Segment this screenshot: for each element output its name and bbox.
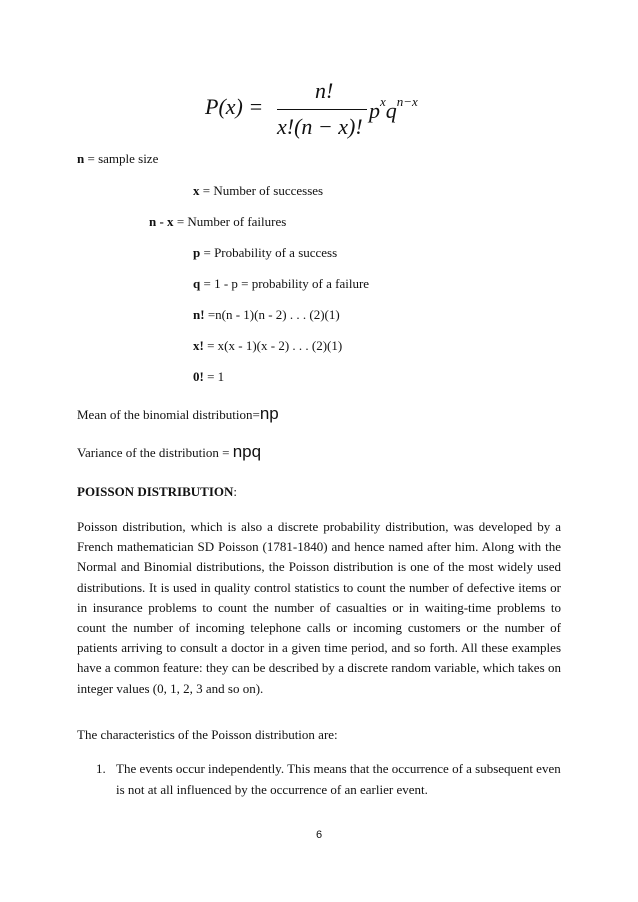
formula-q-exponent: n−x — [396, 94, 418, 109]
formula-numerator: n! — [315, 78, 334, 103]
characteristics-list — [96, 758, 566, 800]
characteristics-intro: The characteristics of the Poisson distribution are: — [77, 727, 338, 742]
formula-p: p — [369, 98, 380, 123]
variance-value: npq — [232, 442, 262, 461]
definition-zero-factorial: 0! = 1 — [193, 369, 225, 384]
definition-x: x = Number of successes — [193, 183, 324, 198]
definition-q: q = 1 - p = probability of a failure — [193, 276, 370, 291]
definition-n-minus-x: n - x = Number of failures — [149, 214, 287, 229]
binomial-formula — [205, 78, 445, 144]
paragraph-text: Poisson distribution, which is also a discrete probability distribution, was developed by a French mathematician SD Poisson (1781-1840) and hence named after him. Along with the Normal and Binomial distributions, the Poisson distribution is one of the most widely used distributions. It is used in quality control statistics to count the number of defective items or in insurance problems to count the number of casualties or in waiting-time problems to count the number of incoming telephone calls or incoming customers or the number of patients arriving to consult a doctor in a given time period, and so forth. All these examples have a common feature: they can be described by a discrete random variable, which takes on integer values (0, 1, 2, 3 and so on). — [77, 519, 561, 696]
definition-p: p = Probability of a success — [193, 245, 338, 260]
page-number: 6 — [315, 829, 323, 841]
definition-x-factorial: x! = x(x - 1)(x - 2) . . . (2)(1) — [193, 338, 343, 353]
fraction-bar — [277, 109, 367, 110]
mean-value: np — [259, 404, 279, 423]
definition-n-factorial: n! =n(n - 1)(n - 2) . . . (2)(1) — [193, 307, 340, 322]
formula-denominator: x!(n − x)! — [277, 114, 363, 139]
poisson-paragraph — [77, 517, 561, 699]
formula-p-exponent: x — [380, 94, 386, 109]
formula-pq — [369, 94, 418, 124]
mean-line: Mean of the binomial distribution=np — [77, 404, 279, 423]
formula-q: q — [385, 98, 397, 123]
list-item-text: The events occur independently. This means that the occurrence of a subsequent even is not at all influenced by the occurrence of an earlier event. — [116, 761, 561, 797]
variance-line: Variance of the distribution = npq — [77, 442, 262, 461]
definition-n: n = sample size — [77, 151, 159, 166]
section-heading: POISSON DISTRIBUTION: — [77, 484, 238, 499]
list-item-number: 1. — [96, 761, 106, 776]
list-item — [96, 758, 566, 800]
formula-lhs: P(x) = — [205, 94, 264, 119]
